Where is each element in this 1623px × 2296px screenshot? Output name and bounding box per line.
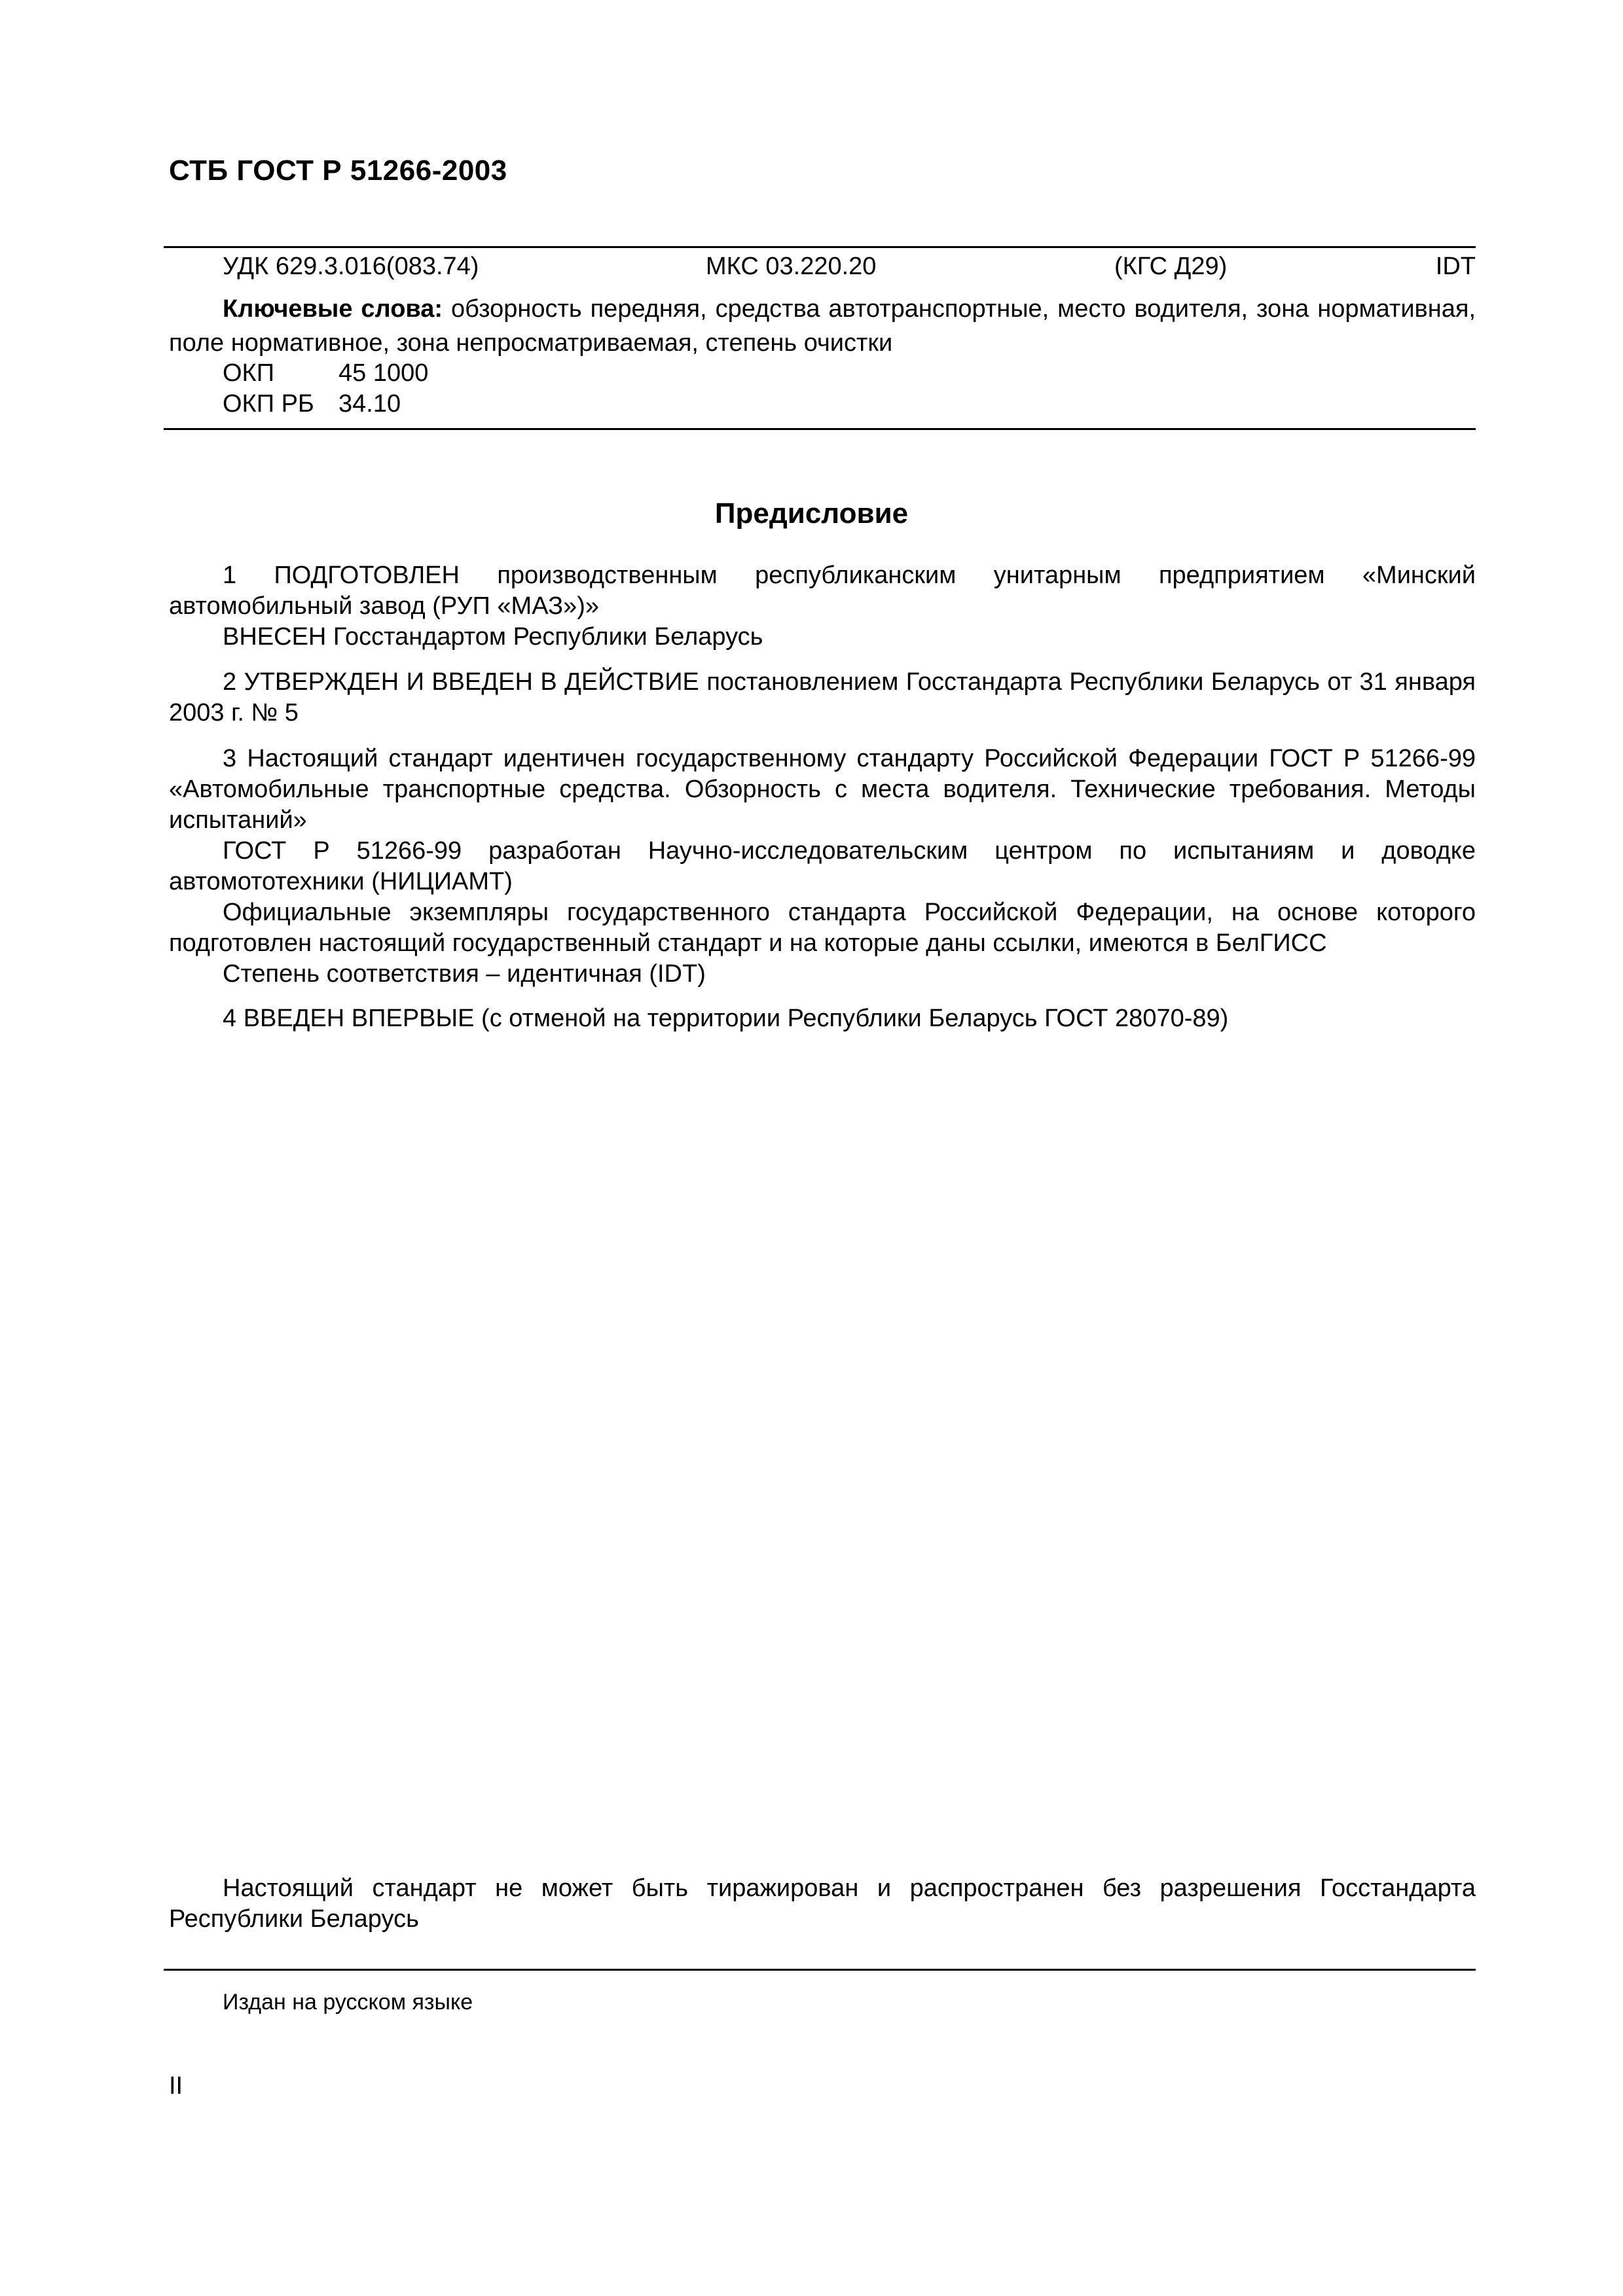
keywords-label: Ключевые слова: [223, 295, 443, 323]
reproduction-notice: Настоящий стандарт не может быть тиражирован и распространен без разрешения Госстандарта Республики Беларусь [169, 1874, 1476, 1933]
mks-code: МКС 03.220.20 [706, 253, 877, 280]
preface-paragraph: 3 Настоящий стандарт идентичен государственному стандарту Российской Федерации ГОСТ Р 51266-99 «Автомобильные транспортные средства. Обзорность с места водителя. Технические требования. Методы испытаний» [169, 745, 1476, 834]
preface-paragraph: 2 УТВЕРЖДЕН И ВВЕДЕН В ДЕЙСТВИЕ постановлением Госстандарта Республики Беларусь от 31 января 2003 г. № 5 [169, 668, 1476, 726]
preface-title: Предисловие [714, 497, 909, 529]
okp-rb-label: ОКП РБ [223, 390, 314, 418]
okp-row [223, 359, 615, 391]
preface-paragraph: ГОСТ Р 51266-99 разработан Научно-исследовательским центром по испытаниям и доводке автомототехники (НИЦИАМТ) [169, 837, 1476, 895]
preface-item-4 [169, 1003, 1476, 1034]
footer-rule [164, 1969, 1476, 1971]
okp-rb-row [223, 390, 615, 422]
preface-paragraph: ВНЕСЕН Госстандартом Республики Беларусь [223, 623, 763, 651]
preface-paragraph: Официальные экземпляры государственного стандарта Российской Федерации, на основе которого подготовлен настоящий государственный стандарт и на которые даны ссылки, имеются в БелГИСС [169, 899, 1476, 957]
classification-row [223, 253, 1476, 287]
preface-paragraph: 4 ВВЕДЕН ВПЕРВЫЕ (с отменой на территории Республики Беларусь ГОСТ 28070-89) [223, 1005, 1229, 1032]
okp-rb-value: 34.10 [338, 390, 401, 418]
page-number: II [169, 2072, 183, 2100]
preface-item-1 [169, 560, 1476, 653]
keywords [169, 292, 1476, 360]
preface-paragraph: 1 ПОДГОТОВЛЕН производственным республиканским унитарным предприятием «Минский автомобильный завод (РУП «МАЗ»)» [169, 562, 1476, 620]
udk-code: УДК 629.3.016(083.74) [223, 253, 479, 280]
document-title: СТБ ГОСТ Р 51266-2003 [169, 154, 507, 187]
classification-bottom-rule [164, 428, 1476, 430]
preface-paragraph: Степень соответствия – идентичная (IDT) [223, 960, 706, 988]
preface-item-3 [169, 744, 1476, 990]
top-rule [164, 246, 1476, 248]
okp-label: ОКП [223, 359, 275, 387]
kgs-code: (КГС Д29) [1114, 253, 1228, 280]
preface-item-2 [169, 667, 1476, 728]
idt-code: IDT [1435, 253, 1476, 280]
language-note: Издан на русском языке [223, 1990, 473, 2015]
okp-value: 45 1000 [338, 359, 429, 387]
keywords-text: обзорность передняя, средства автотранспортные, место водителя, зона нормативная, поле нормативное, зона непросматриваемая, степень очистки [169, 295, 1476, 357]
